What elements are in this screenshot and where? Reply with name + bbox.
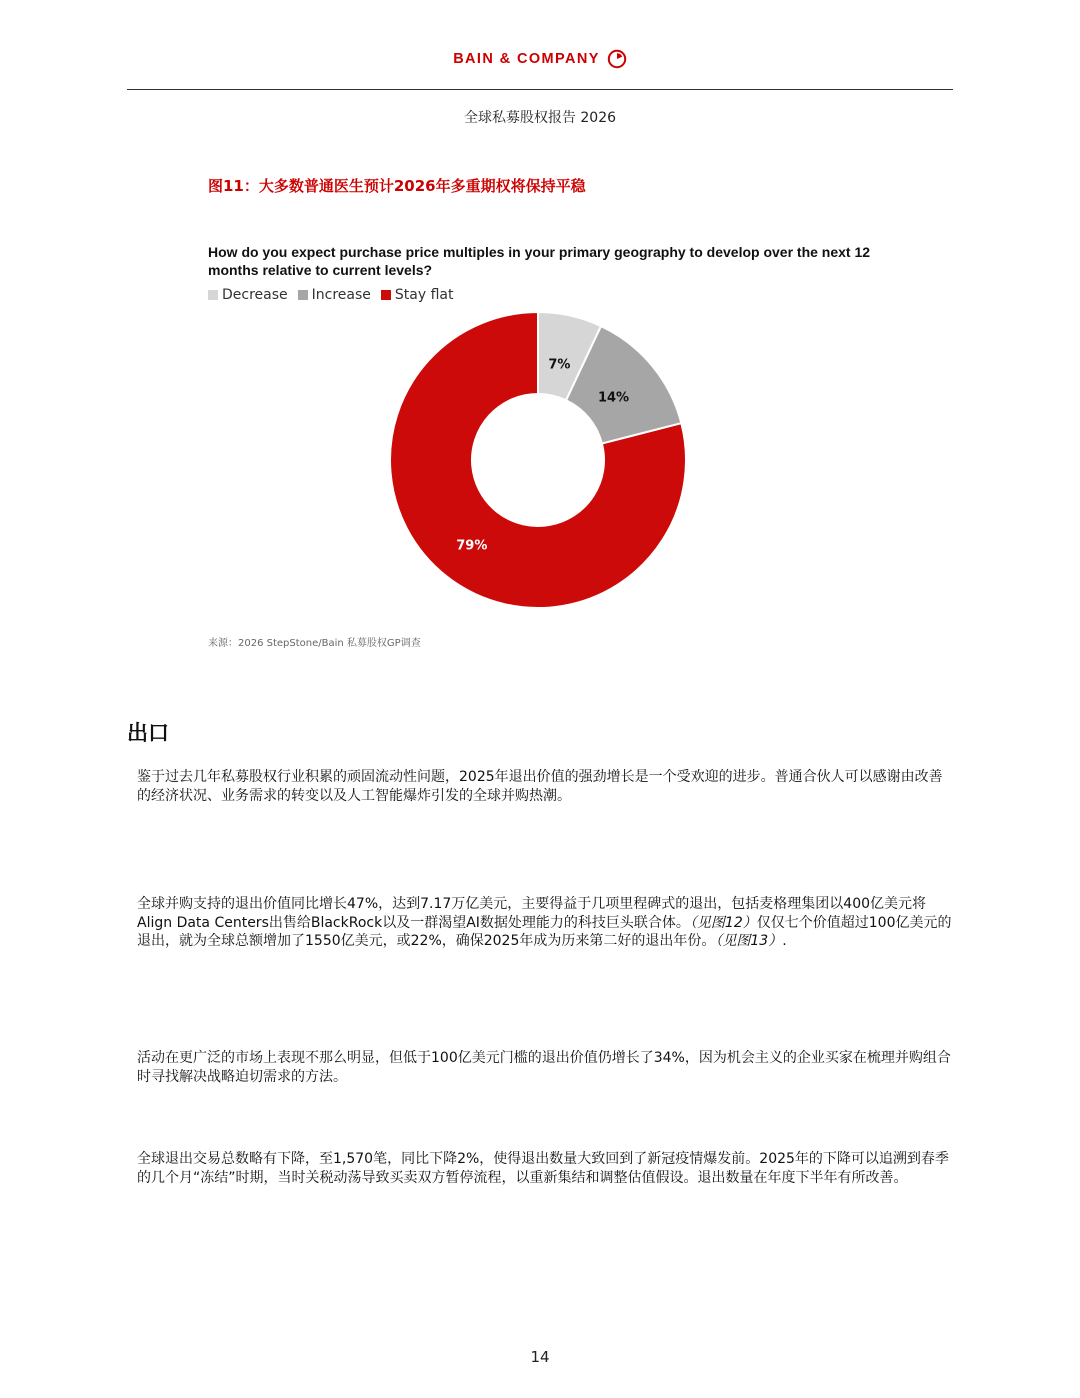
page-number: 14 xyxy=(530,1348,550,1366)
figure-12-reference[interactable]: （见图12） xyxy=(689,914,757,931)
legend-swatch-stay-flat xyxy=(381,290,391,300)
header-divider xyxy=(127,89,953,90)
legend-item-decrease xyxy=(208,287,288,303)
paragraph-2-text-2: 仅仅七个价值超过100亿美元的退出，就为全球总额增加了1550亿美元，或22%，确保2025年成为历来第二好的退出年份。 xyxy=(137,914,952,949)
chart-title: How do you expect purchase price multiples in your primary geography to develop over the next 12 months relative to current levels? xyxy=(208,244,871,278)
logo-text: BAIN & COMPANY xyxy=(453,51,600,67)
section-heading: 出口 xyxy=(127,721,169,745)
legend-label-stay-flat: Stay flat xyxy=(394,287,454,303)
donut-label-stay-flat: 79% xyxy=(456,538,488,554)
paragraph-2-end: . xyxy=(782,933,787,949)
figure-title: 图11：大多数普通医生预计2026年多重期权将保持平稳 xyxy=(208,177,586,195)
paragraph-1: 鉴于过去几年私募股权行业积累的顽固流动性问题，2025年退出价值的强劲增长是一个受欢迎的进步。普通合伙人可以感谢由改善的经济状况、业务需求的转变以及人工智能爆炸引发的全球并购热潮。 xyxy=(137,769,943,804)
legend-swatch-increase xyxy=(298,290,308,300)
legend-item-stay-flat xyxy=(381,287,454,303)
donut-chart xyxy=(384,306,692,614)
paragraph-4: 全球退出交易总数略有下降，至1,570笔，同比下降2%，使得退出数量大致回到了新冠疫情爆发前。2025年的下降可以追溯到春季的几个月“冻结”时期，当时关税动荡导致买卖双方暂停流程，以重新集结和调整估值假设。退出数量在年度下半年有所改善。 xyxy=(137,1151,949,1186)
legend-label-increase: Increase xyxy=(311,287,371,303)
paragraph-2-text: 全球并购支持的退出价值同比增长47%，达到7.17万亿美元，主要得益于几项里程碑式的退出，包括麦格理集团以400亿美元将Align Data Centers出售给BlackRock以及一群渴望AI数据处理能力的科技巨头联合体。 xyxy=(137,896,927,931)
legend-item-increase xyxy=(298,287,371,303)
legend-swatch-decrease xyxy=(208,290,218,300)
brand-logo xyxy=(0,46,1080,72)
paragraph-2 xyxy=(137,895,952,951)
donut-label-increase: 14% xyxy=(597,390,630,406)
report-title: 全球私募股权报告 2026 xyxy=(463,110,617,126)
bain-circle-logo-icon xyxy=(607,49,627,69)
chart-legend xyxy=(208,287,453,303)
figure-13-reference[interactable]: （见图13） xyxy=(715,933,783,949)
figure-source: 来源：2026 StepStone/Bain 私募股权GP调查 xyxy=(208,638,421,649)
paragraph-3: 活动在更广泛的市场上表现不那么明显，但低于100亿美元门槛的退出价值仍增长了34%，因为机会主义的企业买家在梳理并购组合时寻找解决战略迫切需求的方法。 xyxy=(137,1050,951,1085)
legend-label-decrease: Decrease xyxy=(222,287,288,303)
donut-label-decrease: 7% xyxy=(548,357,571,373)
